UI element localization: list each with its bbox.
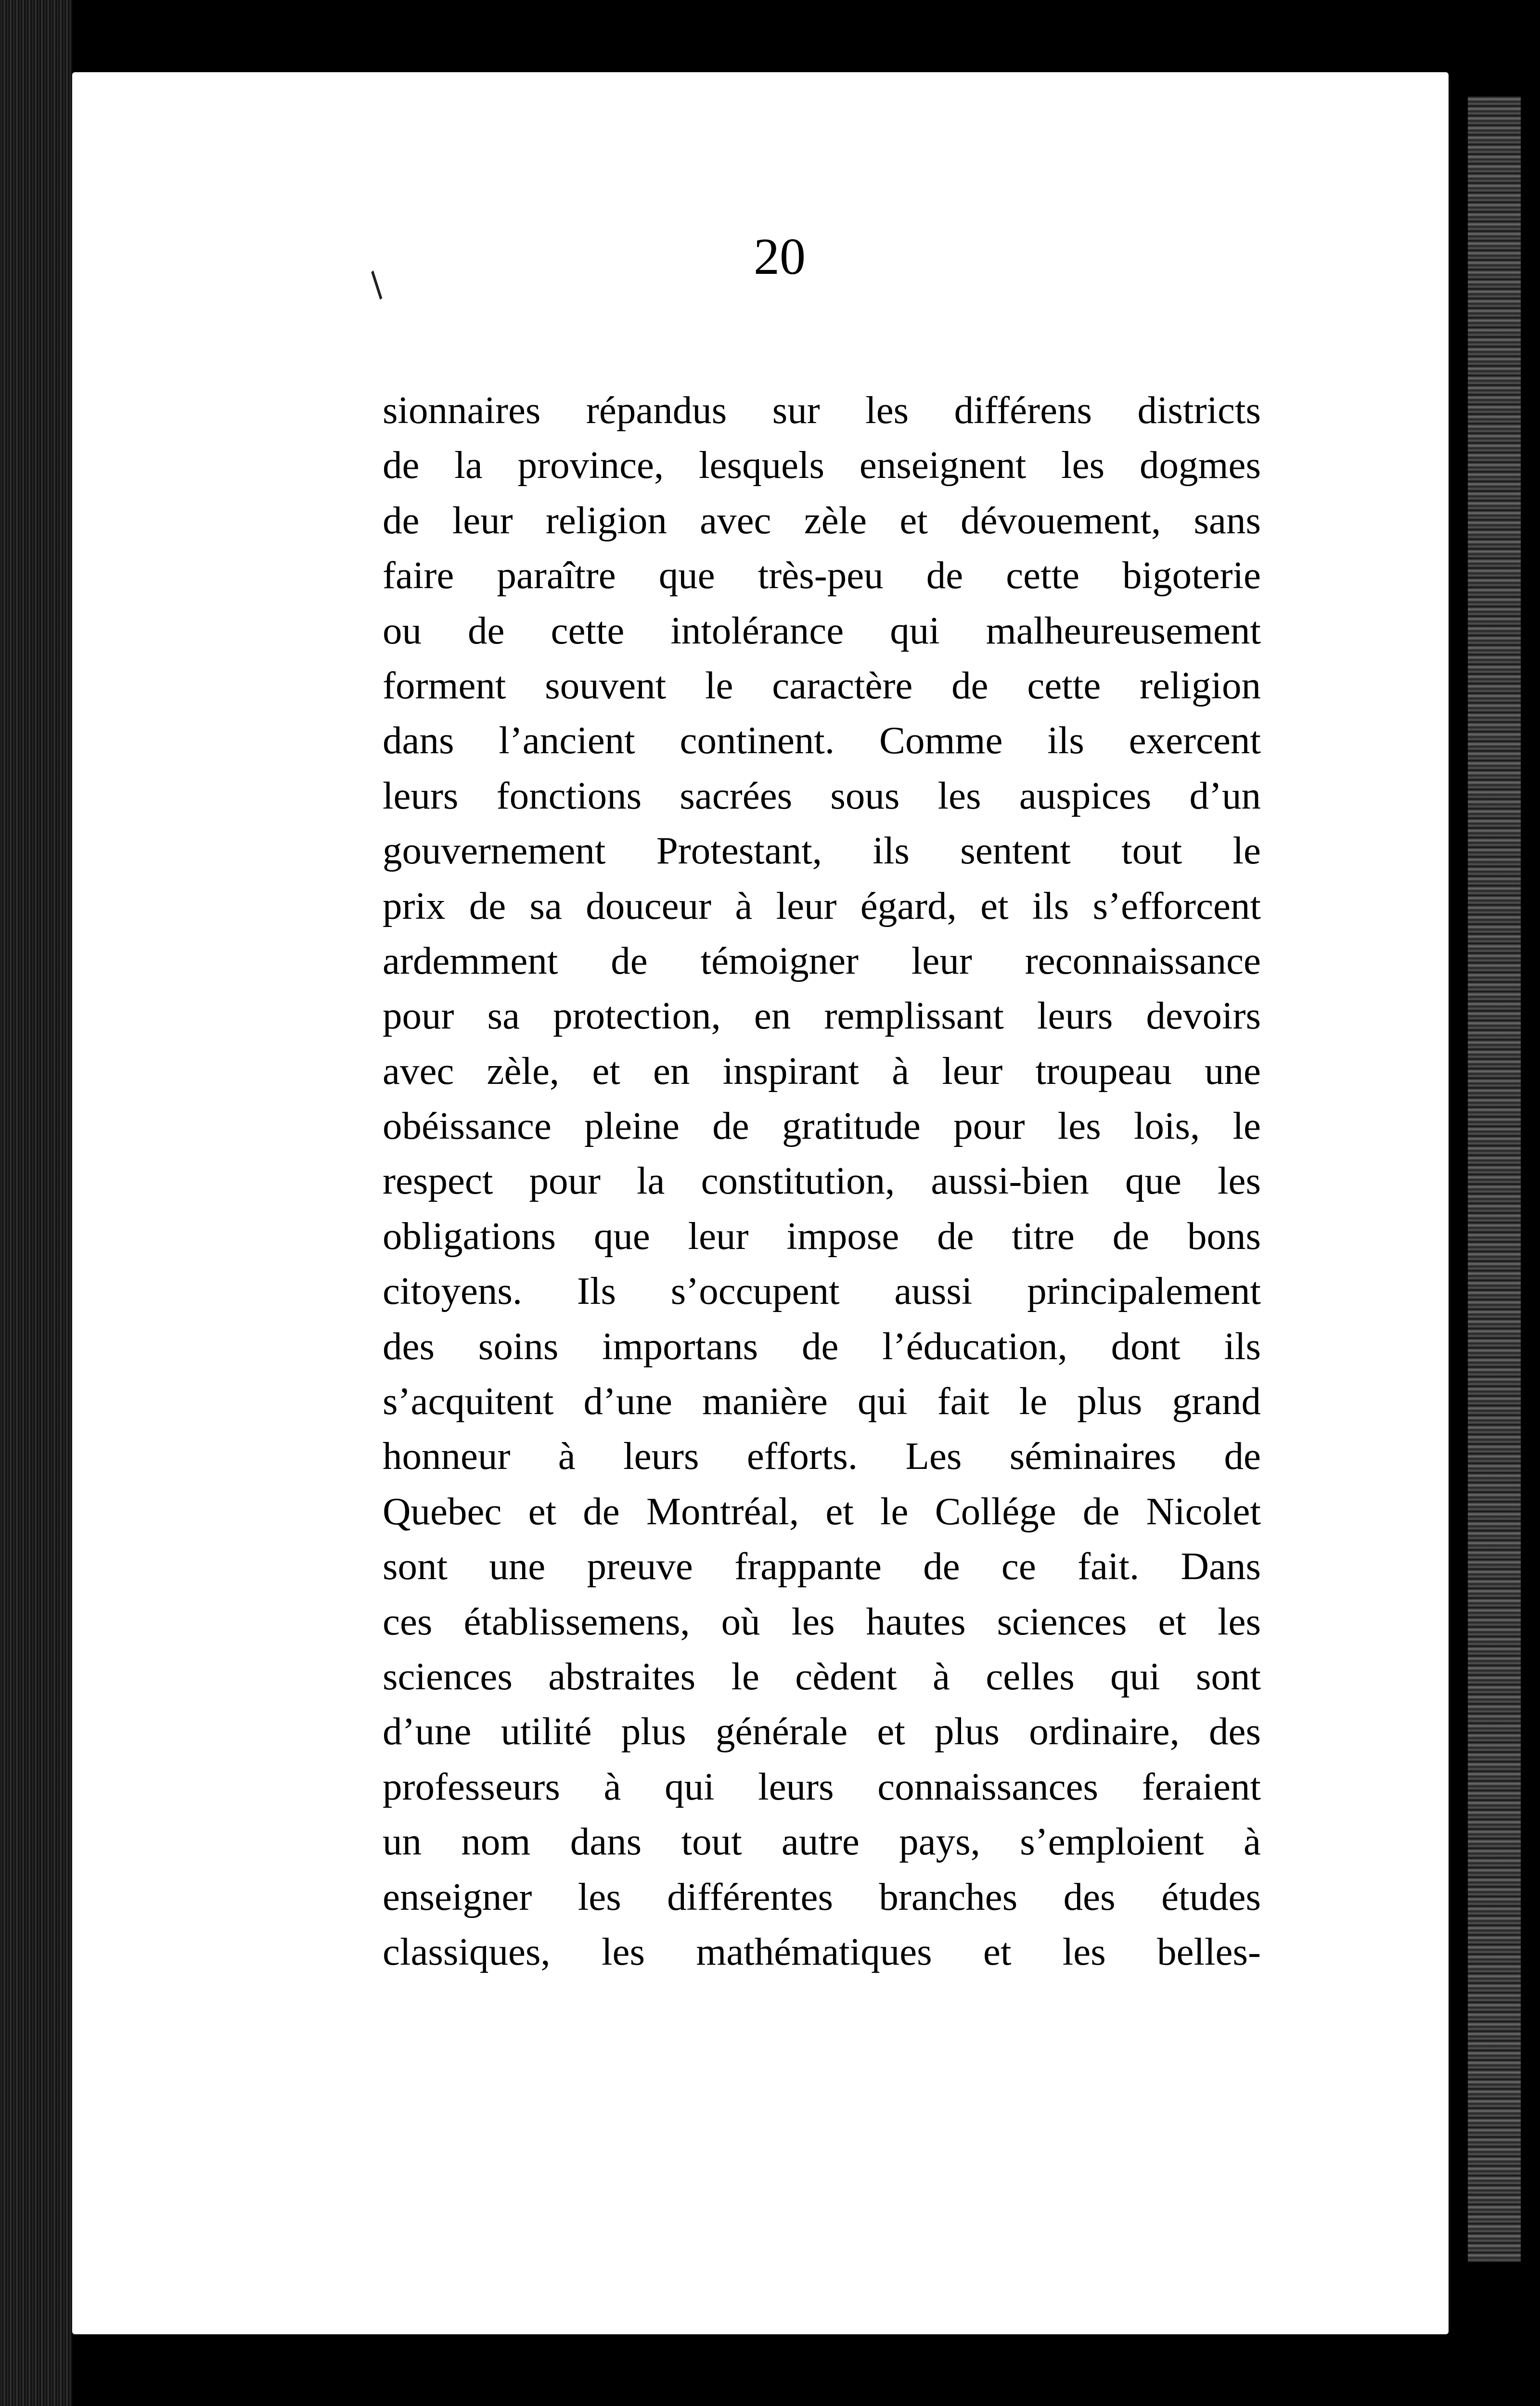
text-line: leurs fonctions sacrées sous les auspices d’un: [383, 773, 1261, 817]
text-line: obligations que leur impose de titre de bons: [383, 1214, 1261, 1258]
text-line: Quebec et de Montréal, et le Collége de Nicolet: [383, 1489, 1261, 1533]
text-line: faire paraître que très-peu de cette bigoterie: [383, 553, 1261, 597]
page-number: 20: [754, 228, 806, 285]
text-line: honneur à leurs efforts. Les séminaires de: [383, 1434, 1261, 1478]
text-line: sionnaires répandus sur les différens districts: [383, 388, 1261, 432]
text-line: d’une utilité plus générale et plus ordinaire, des: [383, 1710, 1261, 1753]
text-line: ou de cette intolérance qui malheureusement: [383, 608, 1261, 652]
text-line: pour sa protection, en remplissant leurs devoirs: [383, 994, 1261, 1038]
text-line: sont une preuve frappante de ce fait. Dans: [383, 1544, 1261, 1588]
page-stack-texture: [1468, 96, 1521, 2262]
text-line: enseigner les différentes branches des études: [383, 1875, 1261, 1918]
text-line: respect pour la constitution, aussi-bien que les: [383, 1159, 1261, 1203]
stray-pen-mark: /: [360, 265, 392, 304]
text-line: avec zèle, et en inspirant à leur troupeau une: [383, 1049, 1261, 1093]
text-line: dans l’ancient continent. Comme ils exercent: [383, 719, 1261, 762]
text-line: ardemment de témoigner leur reconnaissance: [383, 939, 1261, 982]
text-line: prix de sa douceur à leur égard, et ils s’efforcent: [383, 884, 1261, 927]
book-binding-edge: [0, 0, 72, 2406]
text-line: ces établissemens, où les hautes sciences et les: [383, 1599, 1261, 1643]
text-line: sciences abstraites le cèdent à celles qui sont: [383, 1654, 1261, 1698]
text-line: classiques, les mathématiques et les belles-: [383, 1930, 1261, 1973]
text-line: de la province, lesquels enseignent les dogmes: [383, 443, 1261, 487]
text-line: obéissance pleine de gratitude pour les lois, le: [383, 1104, 1261, 1148]
text-line: des soins importans de l’éducation, dont ils: [383, 1324, 1261, 1368]
text-line: gouvernement Protestant, ils sentent tout le: [383, 829, 1261, 873]
page-body-text: [383, 383, 1261, 1979]
text-line: citoyens. Ils s’occupent aussi principalement: [383, 1269, 1261, 1313]
page-right-edge: [1449, 0, 1540, 2406]
text-line: de leur religion avec zèle et dévouement, sans: [383, 498, 1261, 542]
text-line: professeurs à qui leurs connaissances feraient: [383, 1764, 1261, 1808]
text-line: forment souvent le caractère de cette religion: [383, 663, 1261, 707]
text-line: s’acquitent d’une manière qui fait le plus grand: [383, 1379, 1261, 1423]
text-line: un nom dans tout autre pays, s’emploient à: [383, 1820, 1261, 1864]
